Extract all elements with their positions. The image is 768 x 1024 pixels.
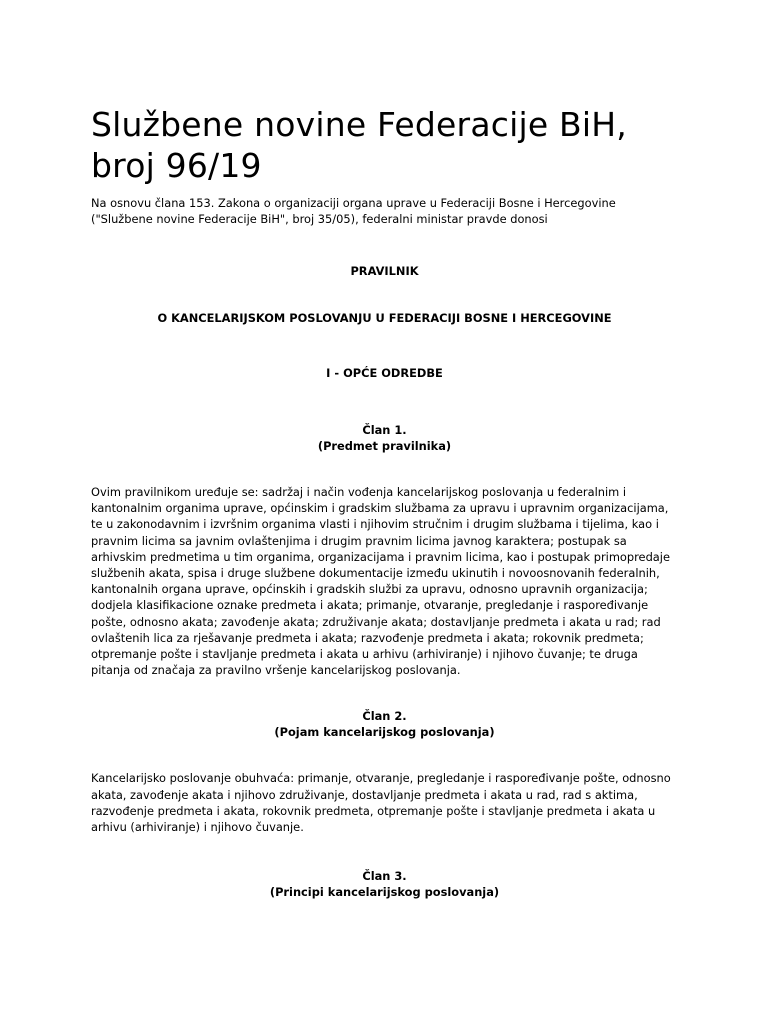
document-title: Službene novine Federacije BiH, broj 96/19 xyxy=(91,105,627,185)
article-1-number: Član 1. xyxy=(362,423,407,437)
article-3-title: (Principi kancelarijskog poslovanja) xyxy=(269,885,500,900)
article-1-text: Ovim pravilnikom uređuje se: sadržaj i način vođenja kancelarijskog poslovanja u federalnim i kantonalnim organima uprave, općinskim i gradskim službama za upravu i upravnim organizacijama, te u zakonodavnim i izvršnim organima vlasti i njihovim stručnim i drugim službama i tijelima, kao i pravnim licima sa javnim ovlaštenjima i drugim pravnim licima javnog karaktera; postupak sa arhivskim predmetima u tim organima, organizacijama i pravnim licima, kao i postupak primopredaje službenih akata, spisa i druge službene dokumentacije između ukinutih i novoosnovanih federalnih, kantonalnih organa uprave, općinskih i gradskih službi za upravu, odnosno upravnih organizacija; dodjela klasifikacione oznake predmeta i akata; primanje, otvaranje, pregledanje i raspoređivanje pošte, odnosno akata; zavođenje akata; združivanje akata; dostavljanje predmeta i akata u rad; rad ovlaštenih lica za rješavanje predmeta i akata; razvođenje predmeta i akata; rokovnik predmeta; otpremanje pošte i stavljanje predmeta i akata u arhivu (arhiviranje) i njihovo čuvanje; te druga pitanja od značaja za pravilno vršenje kancelarijskog poslovanja. xyxy=(91,485,670,678)
article-2-text: Kancelarijsko poslovanje obuhvaća: primanje, otvaranje, pregledanje i raspoređivanje pošte, odnosno akata, zavođenje akata i njihovo združivanje, dostavljanje predmeta i akata u rad, rad s aktima, razvođenje predmeta i akata, rokovnik predmeta, otpremanje pošte i stavljanje predmeta i akata u arhivu (arhiviranje) i njihovo čuvanje. xyxy=(91,771,671,835)
article-2-title: (Pojam kancelarijskog poslovanja) xyxy=(274,725,495,740)
regulation-heading: PRAVILNIK xyxy=(350,264,419,278)
article-2-heading xyxy=(91,708,678,740)
intro-paragraph: Na osnovu člana 153. Zakona o organizaciji organa uprave u Federaciji Bosne i Hercegovine ("Službene novine Federacije BiH", broj 35/05), federalni ministar pravde donosi xyxy=(91,196,616,226)
article-3-heading xyxy=(91,868,678,900)
regulation-subtitle: O KANCELARIJSKOM POSLOVANJU U FEDERACIJI BOSNE I HERCEGOVINE xyxy=(157,311,612,325)
article-3-number: Član 3. xyxy=(362,869,407,884)
article-2-number: Član 2. xyxy=(362,709,407,724)
article-1-title: (Predmet pravilnika) xyxy=(317,439,452,453)
article-1-heading xyxy=(91,422,678,454)
section-heading: I - OPĆE ODREDBE xyxy=(326,366,443,380)
